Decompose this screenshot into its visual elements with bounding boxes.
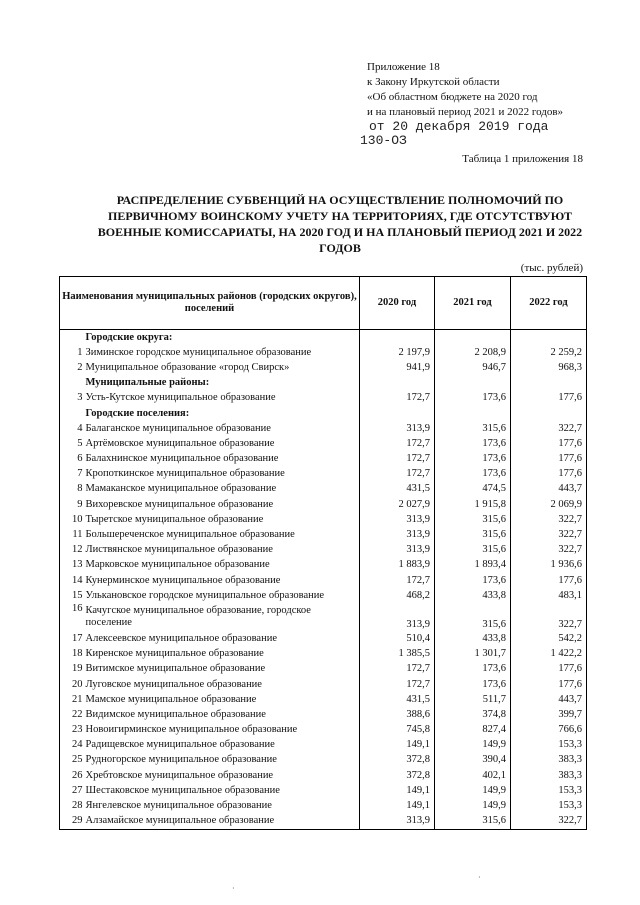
value-2022: 322,7 xyxy=(511,421,587,436)
row-number: 15 xyxy=(60,588,84,603)
value-2020: 172,7 xyxy=(360,677,435,692)
value-2022: 766,6 xyxy=(511,723,587,738)
value-2021 xyxy=(435,330,511,346)
group-heading: Городские округа: xyxy=(84,330,360,346)
table-row xyxy=(60,677,587,692)
value-2020 xyxy=(360,330,435,346)
group-heading: Муниципальные районы: xyxy=(84,376,360,391)
value-2021 xyxy=(435,376,511,391)
value-2020: 172,7 xyxy=(360,452,435,467)
value-2021: 433,8 xyxy=(435,588,511,603)
value-2022: 322,7 xyxy=(511,814,587,830)
row-number: 4 xyxy=(60,421,84,436)
row-number: 12 xyxy=(60,543,84,558)
value-2022: 1 936,6 xyxy=(511,558,587,573)
row-number xyxy=(60,406,84,421)
value-2021: 946,7 xyxy=(435,360,511,375)
value-2022: 177,6 xyxy=(511,677,587,692)
row-number: 26 xyxy=(60,768,84,783)
value-2022 xyxy=(511,330,587,346)
value-2021: 2 208,9 xyxy=(435,345,511,360)
municipality-name: Мамское муниципальное образование xyxy=(84,692,360,707)
units-label: (тыс. рублей) xyxy=(520,262,583,274)
value-2022 xyxy=(511,406,587,421)
table-row xyxy=(60,647,587,662)
municipality-name: Янгелевское муниципальное образование xyxy=(84,798,360,813)
table-row xyxy=(60,543,587,558)
value-2021: 149,9 xyxy=(435,798,511,813)
value-2021: 1 915,8 xyxy=(435,497,511,512)
value-2022: 177,6 xyxy=(511,662,587,677)
table-row xyxy=(60,753,587,768)
table-row xyxy=(60,436,587,451)
row-number: 6 xyxy=(60,452,84,467)
value-2021: 1 893,4 xyxy=(435,558,511,573)
row-number: 28 xyxy=(60,798,84,813)
row-number: 19 xyxy=(60,662,84,677)
value-2020: 468,2 xyxy=(360,588,435,603)
table-reference: Таблица 1 приложения 18 xyxy=(462,153,583,165)
value-2020: 149,1 xyxy=(360,798,435,813)
column-header-2020: 2020 год xyxy=(360,277,435,330)
value-2022: 383,3 xyxy=(511,753,587,768)
value-2022: 383,3 xyxy=(511,768,587,783)
group-heading: Городские поселения: xyxy=(84,406,360,421)
municipality-name: Большереченское муниципальное образование xyxy=(84,527,360,542)
table-row xyxy=(60,527,587,542)
table-row xyxy=(60,631,587,646)
value-2022: 2 069,9 xyxy=(511,497,587,512)
row-number: 2 xyxy=(60,360,84,375)
value-2020: 172,7 xyxy=(360,573,435,588)
value-2020: 388,6 xyxy=(360,707,435,722)
municipality-name: Новоигирминское муниципальное образование xyxy=(84,723,360,738)
row-number xyxy=(60,330,84,346)
subsidy-table xyxy=(59,276,587,830)
value-2021: 511,7 xyxy=(435,692,511,707)
table-row xyxy=(60,467,587,482)
value-2020: 941,9 xyxy=(360,360,435,375)
municipality-name: Алзамайское муниципальное образование xyxy=(84,814,360,830)
row-number: 20 xyxy=(60,677,84,692)
value-2022: 177,6 xyxy=(511,436,587,451)
value-2022: 153,3 xyxy=(511,798,587,813)
value-2020: 149,1 xyxy=(360,738,435,753)
table-row xyxy=(60,482,587,497)
appendix-line: к Закону Иркутской области xyxy=(367,76,500,88)
table-header-row xyxy=(60,277,587,330)
value-2022: 542,2 xyxy=(511,631,587,646)
law-stamp xyxy=(360,119,549,148)
value-2021: 433,8 xyxy=(435,631,511,646)
table-row xyxy=(60,573,587,588)
value-2022: 322,7 xyxy=(511,527,587,542)
row-number: 23 xyxy=(60,723,84,738)
value-2021: 173,6 xyxy=(435,573,511,588)
appendix-line: «Об областном бюджете на 2020 год xyxy=(367,91,538,103)
value-2020 xyxy=(360,376,435,391)
municipality-name: Артёмовское муниципальное образование xyxy=(84,436,360,451)
value-2022: 153,3 xyxy=(511,738,587,753)
value-2020: 172,7 xyxy=(360,391,435,406)
municipality-name: Кунерминское муниципальное образование xyxy=(84,573,360,588)
value-2021: 315,6 xyxy=(435,527,511,542)
municipality-name: Качугское муниципальное образование, городское поселение xyxy=(84,603,360,631)
value-2020 xyxy=(360,406,435,421)
scan-speck: · xyxy=(232,884,235,893)
row-number: 22 xyxy=(60,707,84,722)
group-heading-row xyxy=(60,330,587,346)
table-row xyxy=(60,603,587,631)
value-2021: 149,9 xyxy=(435,738,511,753)
value-2020: 172,7 xyxy=(360,662,435,677)
value-2022: 443,7 xyxy=(511,692,587,707)
appendix-line: Приложение 18 xyxy=(367,61,440,73)
value-2020: 313,9 xyxy=(360,421,435,436)
value-2021: 315,6 xyxy=(435,543,511,558)
value-2022: 483,1 xyxy=(511,588,587,603)
row-number: 21 xyxy=(60,692,84,707)
value-2022: 322,7 xyxy=(511,543,587,558)
row-number: 25 xyxy=(60,753,84,768)
value-2021: 827,4 xyxy=(435,723,511,738)
value-2020: 2 197,9 xyxy=(360,345,435,360)
municipality-name: Радищевское муниципальное образование xyxy=(84,738,360,753)
value-2020: 431,5 xyxy=(360,692,435,707)
value-2021: 1 301,7 xyxy=(435,647,511,662)
municipality-name: Витимское муниципальное образование xyxy=(84,662,360,677)
value-2021: 315,6 xyxy=(435,814,511,830)
value-2020: 372,8 xyxy=(360,753,435,768)
column-header-2021: 2021 год xyxy=(435,277,511,330)
table-row xyxy=(60,360,587,375)
value-2021: 315,6 xyxy=(435,421,511,436)
value-2022: 968,3 xyxy=(511,360,587,375)
value-2022: 177,6 xyxy=(511,467,587,482)
municipality-name: Рудногорское муниципальное образование xyxy=(84,753,360,768)
value-2020: 431,5 xyxy=(360,482,435,497)
table-row xyxy=(60,497,587,512)
value-2021: 173,6 xyxy=(435,677,511,692)
value-2020: 149,1 xyxy=(360,783,435,798)
value-2022: 177,6 xyxy=(511,573,587,588)
value-2020: 1 385,5 xyxy=(360,647,435,662)
table-row xyxy=(60,391,587,406)
value-2020: 172,7 xyxy=(360,436,435,451)
table-row xyxy=(60,421,587,436)
municipality-name: Алексеевское муниципальное образование xyxy=(84,631,360,646)
row-number: 17 xyxy=(60,631,84,646)
row-number: 11 xyxy=(60,527,84,542)
value-2020: 172,7 xyxy=(360,467,435,482)
municipality-name: Балахнинское муниципальное образование xyxy=(84,452,360,467)
value-2021: 173,6 xyxy=(435,662,511,677)
stamp-date: от 20 декабря 2019 года xyxy=(369,119,549,134)
row-number: 27 xyxy=(60,783,84,798)
table-row xyxy=(60,452,587,467)
group-heading-row xyxy=(60,376,587,391)
value-2020: 372,8 xyxy=(360,768,435,783)
table-row xyxy=(60,723,587,738)
row-number: 8 xyxy=(60,482,84,497)
row-number: 18 xyxy=(60,647,84,662)
stamp-number: 130-ОЗ xyxy=(360,133,407,148)
municipality-name: Муниципальное образование «город Свирск» xyxy=(84,360,360,375)
value-2022: 153,3 xyxy=(511,783,587,798)
table-row xyxy=(60,662,587,677)
value-2020: 2 027,9 xyxy=(360,497,435,512)
municipality-name: Зиминское городское муниципальное образование xyxy=(84,345,360,360)
column-header-2022: 2022 год xyxy=(511,277,587,330)
value-2022: 399,7 xyxy=(511,707,587,722)
value-2022: 2 259,2 xyxy=(511,345,587,360)
municipality-name: Тыретское муниципальное образование xyxy=(84,512,360,527)
row-number: 10 xyxy=(60,512,84,527)
table-row xyxy=(60,738,587,753)
value-2020: 313,9 xyxy=(360,543,435,558)
row-number: 7 xyxy=(60,467,84,482)
value-2021: 149,9 xyxy=(435,783,511,798)
row-number xyxy=(60,376,84,391)
value-2022: 322,7 xyxy=(511,603,587,631)
municipality-name: Балаганское муниципальное образование xyxy=(84,421,360,436)
municipality-name: Улькановское городское муниципальное образование xyxy=(84,588,360,603)
document-title: РАСПРЕДЕЛЕНИЕ СУБВЕНЦИЙ НА ОСУЩЕСТВЛЕНИЕ ПОЛНОМОЧИЙ ПО ПЕРВИЧНОМУ ВОИНСКОМУ УЧЕТУ НА ТЕРРИТОРИЯХ, ГДЕ ОТСУТСТВУЮТ ВОЕННЫЕ КОМИССАРИАТЫ, НА 2020 ГОД И НА ПЛАНОВЫЙ ПЕРИОД 2021 И 2022 ГОДОВ xyxy=(97,193,583,255)
appendix-header xyxy=(367,60,563,120)
value-2021: 474,5 xyxy=(435,482,511,497)
row-number: 5 xyxy=(60,436,84,451)
value-2021: 374,8 xyxy=(435,707,511,722)
municipality-name: Луговское муниципальное образование xyxy=(84,677,360,692)
row-number: 16 xyxy=(60,603,84,631)
value-2020: 745,8 xyxy=(360,723,435,738)
table-row xyxy=(60,692,587,707)
appendix-line: и на плановый период 2021 и 2022 годов» xyxy=(367,106,564,118)
value-2021: 390,4 xyxy=(435,753,511,768)
value-2020: 313,9 xyxy=(360,527,435,542)
municipality-name: Киренское муниципальное образование xyxy=(84,647,360,662)
row-number: 29 xyxy=(60,814,84,830)
row-number: 1 xyxy=(60,345,84,360)
value-2022: 1 422,2 xyxy=(511,647,587,662)
value-2021: 315,6 xyxy=(435,603,511,631)
row-number: 3 xyxy=(60,391,84,406)
municipality-name: Усть-Кутское муниципальное образование xyxy=(84,391,360,406)
value-2021: 173,6 xyxy=(435,436,511,451)
value-2022: 177,6 xyxy=(511,452,587,467)
scan-speck: · xyxy=(478,873,481,882)
value-2020: 313,9 xyxy=(360,512,435,527)
value-2020: 510,4 xyxy=(360,631,435,646)
municipality-name: Кропоткинское муниципальное образование xyxy=(84,467,360,482)
value-2021: 173,6 xyxy=(435,452,511,467)
row-number: 14 xyxy=(60,573,84,588)
municipality-name: Марковское муниципальное образование xyxy=(84,558,360,573)
table-body xyxy=(60,330,587,830)
group-heading-row xyxy=(60,406,587,421)
value-2022: 443,7 xyxy=(511,482,587,497)
municipality-name: Видимское муниципальное образование xyxy=(84,707,360,722)
column-header-name: Наименования муниципальных районов (городских округов), поселений xyxy=(60,277,360,330)
value-2020: 1 883,9 xyxy=(360,558,435,573)
table-row xyxy=(60,345,587,360)
value-2021: 315,6 xyxy=(435,512,511,527)
value-2022: 177,6 xyxy=(511,391,587,406)
value-2021: 402,1 xyxy=(435,768,511,783)
value-2021 xyxy=(435,406,511,421)
value-2020: 313,9 xyxy=(360,814,435,830)
value-2022: 322,7 xyxy=(511,512,587,527)
value-2021: 173,6 xyxy=(435,391,511,406)
table-row xyxy=(60,768,587,783)
table-row xyxy=(60,798,587,813)
municipality-name: Вихоревское муниципальное образование xyxy=(84,497,360,512)
table-row xyxy=(60,814,587,830)
value-2020: 313,9 xyxy=(360,603,435,631)
table-row xyxy=(60,588,587,603)
row-number: 24 xyxy=(60,738,84,753)
municipality-name: Мамаканское муниципальное образование xyxy=(84,482,360,497)
municipality-name: Хребтовское муниципальное образование xyxy=(84,768,360,783)
municipality-name: Шестаковское муниципальное образование xyxy=(84,783,360,798)
table-row xyxy=(60,707,587,722)
value-2022 xyxy=(511,376,587,391)
row-number: 9 xyxy=(60,497,84,512)
value-2021: 173,6 xyxy=(435,467,511,482)
municipality-name: Листвянское муниципальное образование xyxy=(84,543,360,558)
table-row xyxy=(60,783,587,798)
table-row xyxy=(60,558,587,573)
table-row xyxy=(60,512,587,527)
row-number: 13 xyxy=(60,558,84,573)
